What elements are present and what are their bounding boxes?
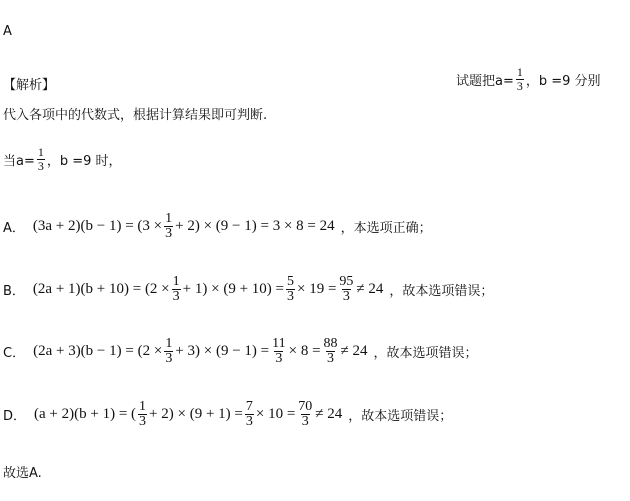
analysis-heading: 【解析】 <box>3 78 56 93</box>
option-expression: ≠ 24 <box>315 406 343 422</box>
analysis-intro-line1 <box>456 66 601 93</box>
option-expression: (a + 2)(b + 1) = ( <box>34 406 137 422</box>
fraction: $\frac{1}{3}$ <box>172 274 180 304</box>
option-verdict: ，故本选项错误； <box>373 346 478 361</box>
option-label: C． <box>3 346 26 361</box>
option-expression: × 8 = <box>288 343 321 359</box>
option-label: A． <box>3 221 25 236</box>
condition-suffix: ，b =9 时， <box>46 154 122 169</box>
option-expression: ≠ 24 <box>356 281 384 297</box>
option-label: D． <box>3 409 27 424</box>
option-c <box>3 337 478 366</box>
option-a <box>3 212 432 241</box>
option-expression: + 3) × (9 − 1) = <box>175 343 270 359</box>
option-verdict: ，本选项正确； <box>340 221 432 236</box>
option-verdict: ，故本选项错误； <box>348 409 453 424</box>
option-verdict: ，故本选项错误； <box>389 284 494 299</box>
fraction: $\frac{1}{3}$ <box>139 399 147 429</box>
analysis-intro-b: ，b =9 分别 <box>525 74 601 89</box>
option-expression: × 19 = <box>296 281 337 297</box>
option-expression: (3a + 2)(b − 1) = (3 × <box>32 218 163 234</box>
option-expression: ≠ 24 <box>340 343 368 359</box>
fraction: $\frac{1}{3}$ <box>165 336 173 366</box>
fraction: $\frac{7}{3}$ <box>245 399 253 429</box>
option-expression: + 2) × (9 + 1) = <box>149 406 243 422</box>
fraction: $\frac{5}{3}$ <box>286 274 294 304</box>
option-expression: + 1) × (9 + 10) = <box>182 281 284 297</box>
fraction: $\frac{95}{3}$ <box>339 274 354 304</box>
fraction-one-third: $\frac{1}{3}$ <box>516 65 523 93</box>
analysis-intro-a: 试题把a= <box>456 74 514 89</box>
option-label: B． <box>3 284 25 299</box>
option-expression: (2a + 1)(b + 10) = (2 × <box>32 281 170 297</box>
condition-line <box>3 146 122 173</box>
fraction: $\frac{88}{3}$ <box>323 336 338 366</box>
option-expression: + 2) × (9 − 1) = 3 × 8 = 24 <box>175 218 335 234</box>
fraction-one-third: $\frac{1}{3}$ <box>37 145 44 173</box>
fraction: $\frac{1}{3}$ <box>165 211 173 241</box>
option-expression: × 10 = <box>255 406 296 422</box>
analysis-intro-line2: 代入各项中的代数式，根据计算结果即可判断. <box>3 108 268 123</box>
option-d <box>3 400 452 429</box>
option-b <box>3 275 493 304</box>
option-expression: (2a + 3)(b − 1) = (2 × <box>33 343 163 359</box>
conclusion: 故选A. <box>3 466 42 481</box>
answer-letter: A <box>3 24 12 39</box>
fraction: $\frac{11}{3}$ <box>272 336 286 366</box>
condition-prefix: 当a= <box>3 154 35 169</box>
fraction: $\frac{70}{3}$ <box>298 399 313 429</box>
